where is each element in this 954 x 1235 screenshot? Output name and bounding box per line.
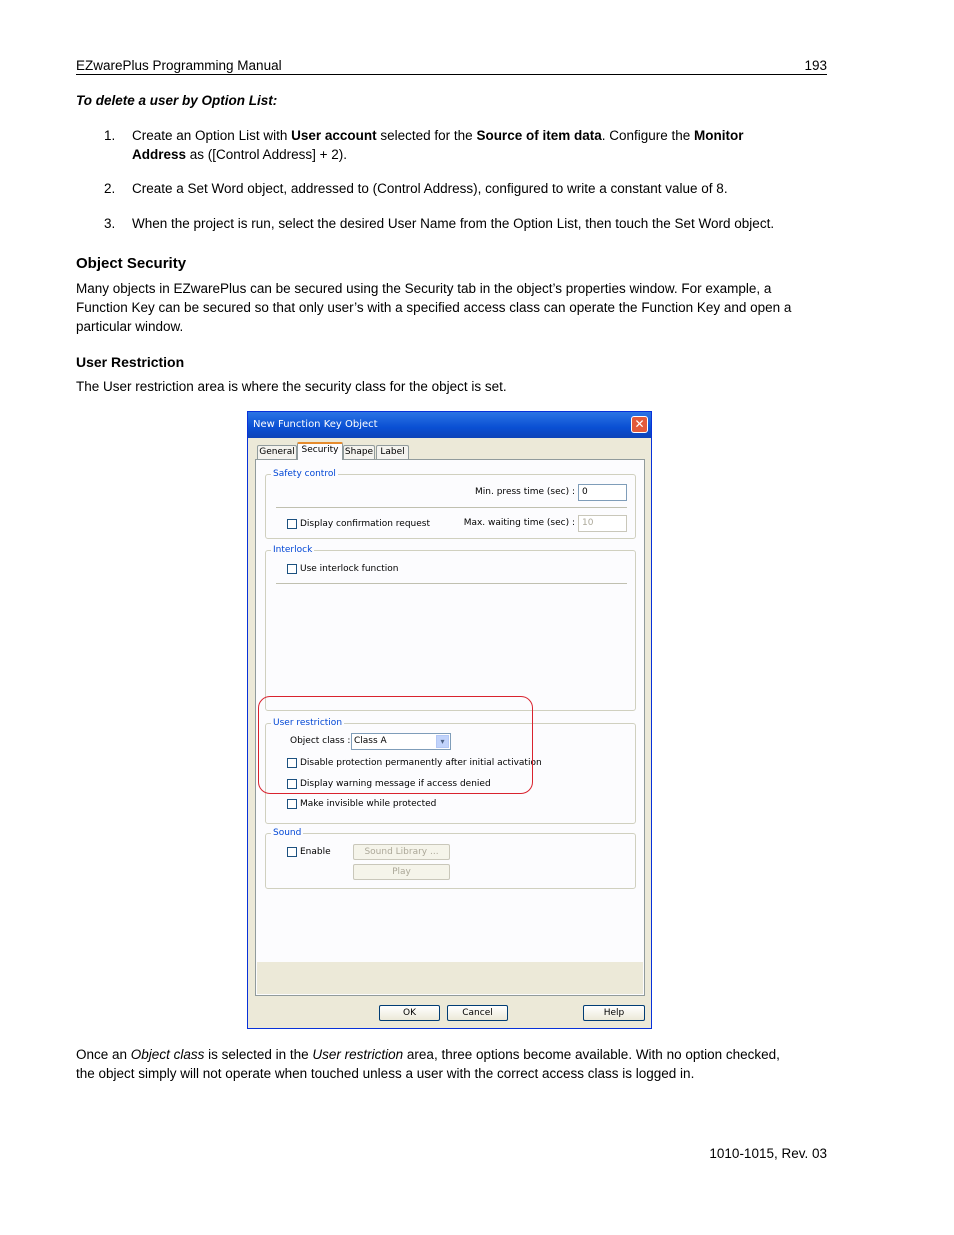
chevron-down-icon[interactable]: ▾ bbox=[436, 735, 449, 748]
header-title: EZwarePlus Programming Manual bbox=[76, 58, 282, 73]
tab-shape[interactable]: Shape bbox=[344, 447, 374, 457]
object-security-para-line1: Many objects in EZwarePlus can be secured using the Security tab in the object’s properties window. For example, a bbox=[76, 281, 772, 296]
play-button[interactable]: Play bbox=[353, 864, 450, 880]
user-restriction-label: User restriction bbox=[273, 718, 343, 728]
min-press-time-input[interactable]: 0 bbox=[578, 484, 627, 501]
step-2-text: Create a Set Word object, addressed to (Control Address), configured to write a constant value of 8. bbox=[132, 181, 728, 196]
object-class-label: Object class : bbox=[290, 736, 351, 746]
user-restriction-heading: User Restriction bbox=[76, 354, 185, 370]
make-invisible-label: Make invisible while protected bbox=[300, 799, 437, 809]
dialog-titlebar[interactable] bbox=[248, 412, 651, 438]
step-1-text-line2: Address as ([Control Address] + 2). bbox=[132, 147, 347, 162]
cancel-button[interactable]: Cancel bbox=[447, 1005, 508, 1021]
display-confirmation-label: Display confirmation request bbox=[300, 519, 430, 529]
max-waiting-time-input[interactable]: 10 bbox=[578, 515, 627, 532]
sound-enable-label: Enable bbox=[300, 847, 331, 857]
max-waiting-time-label: Max. waiting time (sec) : bbox=[463, 518, 575, 528]
sound-library-button[interactable]: Sound Library ... bbox=[353, 844, 450, 860]
panel-bottom-strip bbox=[257, 962, 643, 994]
step-2-number: 2. bbox=[104, 181, 116, 196]
display-warning-label: Display warning message if access denied bbox=[300, 779, 491, 789]
user-restriction-para: The User restriction area is where the security class for the object is set. bbox=[76, 379, 507, 394]
step-1-number: 1. bbox=[104, 128, 116, 143]
use-interlock-label: Use interlock function bbox=[300, 564, 399, 574]
disable-protection-label: Disable protection permanently after initial activation bbox=[300, 758, 542, 768]
display-confirmation-checkbox[interactable] bbox=[287, 519, 297, 529]
user-restriction-highlight bbox=[258, 696, 533, 794]
min-press-time-label: Min. press time (sec) : bbox=[475, 487, 575, 497]
page-number: 193 bbox=[804, 58, 827, 73]
dialog-title: New Function Key Object bbox=[253, 419, 378, 430]
help-button[interactable]: Help bbox=[583, 1005, 645, 1021]
step-1-text: Create an Option List with User account selected for the Source of item data. Configure the Monitor bbox=[132, 128, 744, 143]
closing-para-line1: Once an Object class is selected in the User restriction area, three options become available. With no option checked, bbox=[76, 1047, 780, 1062]
safety-control-group bbox=[265, 469, 636, 539]
ok-button[interactable]: OK bbox=[379, 1005, 440, 1021]
sound-group bbox=[265, 828, 636, 889]
interlock-label: Interlock bbox=[273, 545, 313, 555]
footer-doc-number: 1010-1015, Rev. 03 bbox=[709, 1146, 827, 1161]
use-interlock-checkbox[interactable] bbox=[287, 564, 297, 574]
object-security-para-line2: Function Key can be secured so that only user’s with a specified access class can operate the Function Key and open a bbox=[76, 300, 792, 315]
object-class-value: Class A bbox=[354, 736, 387, 746]
interlock-group bbox=[265, 545, 636, 711]
closing-para-line2: the object simply will not operate when touched unless a user with the correct access class is logged in. bbox=[76, 1066, 695, 1081]
header-rule bbox=[76, 74, 827, 75]
delete-user-heading: To delete a user by Option List: bbox=[76, 93, 278, 108]
step-3-text: When the project is run, select the desired User Name from the Option List, then touch the Set Word object. bbox=[132, 216, 775, 231]
step-3-number: 3. bbox=[104, 216, 116, 231]
tab-label[interactable]: Label bbox=[376, 445, 409, 459]
close-icon[interactable]: ✕ bbox=[631, 416, 648, 433]
tab-general[interactable]: General bbox=[257, 445, 297, 459]
sound-label: Sound bbox=[273, 828, 302, 838]
tab-security[interactable]: Security bbox=[297, 442, 343, 460]
object-security-heading: Object Security bbox=[76, 255, 187, 272]
safety-separator bbox=[276, 507, 627, 508]
sound-enable-checkbox[interactable] bbox=[287, 847, 297, 857]
interlock-separator bbox=[276, 583, 627, 584]
make-invisible-checkbox[interactable] bbox=[287, 799, 297, 809]
object-security-para-line3: particular window. bbox=[76, 319, 184, 334]
safety-control-label: Safety control bbox=[273, 469, 336, 479]
